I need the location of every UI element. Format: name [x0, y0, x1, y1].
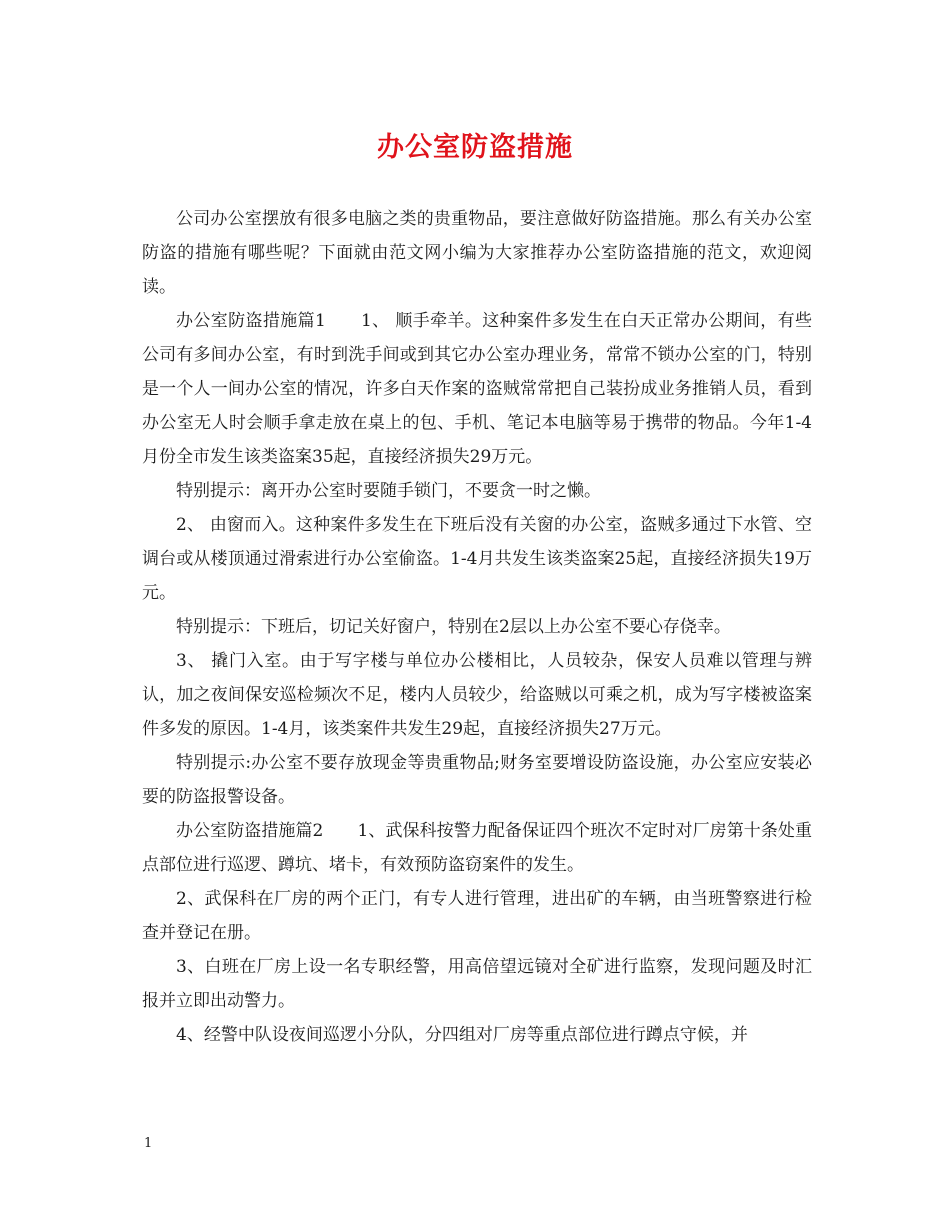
paragraph-measure-2-item-4: 4、经警中队设夜间巡逻小分队，分四组对厂房等重点部位进行蹲点守候，并: [176, 1025, 748, 1045]
document-body: [142, 202, 812, 1052]
paragraph-measure-2-item-3: 3、白班在厂房上设一名专职经警，用高倍望远镜对全矿进行监察，发现问题及时汇报并立即出动警力。: [142, 957, 812, 1011]
paragraph-measure-2-item-1: 办公室防盗措施篇2 1、武保科按警力配备保证四个班次不定时对厂房第十条处重点部位进行巡逻、蹲坑、堵卡，有效预防盗窃案件的发生。: [142, 821, 812, 875]
paragraph-tip-2: 特别提示：下班后，切记关好窗户，特别在2层以上办公室不要心存侥幸。: [176, 617, 731, 637]
paragraph-tip-3: 特别提示:办公室不要存放现金等贵重物品;财务室要增设防盗设施，办公室应安装必要的防盗报警设备。: [142, 753, 812, 807]
page-number: 1: [144, 1136, 153, 1151]
document-title: 办公室防盗措施: [377, 132, 573, 163]
paragraph-intro: 公司办公室摆放有很多电脑之类的贵重物品，要注意做好防盗措施。那么有关办公室防盗的措施有哪些呢？下面就由范文网小编为大家推荐办公室防盗措施的范文，欢迎阅读。: [142, 209, 812, 297]
paragraph-measure-2-item-2: 2、武保科在厂房的两个正门，有专人进行管理，进出矿的车辆，由当班警察进行检查并登记在册。: [142, 889, 812, 943]
paragraph-item-2: 2、 由窗而入。这种案件多发生在下班后没有关窗的办公室，盗贼多通过下水管、空调台或从楼顶通过滑索进行办公室偷盗。1-4月共发生该类盗案25起，直接经济损失19万元。: [142, 515, 812, 603]
paragraph-tip-1: 特别提示：离开办公室时要随手锁门，不要贪一时之懒。: [176, 481, 601, 501]
paragraph-measure-1-item-1: 办公室防盗措施篇1 1、 顺手牵羊。这种案件多发生在白天正常办公期间，有些公司有多间办公室，有时到洗手间或到其它办公室办理业务，常常不锁办公室的门，特别是一个人一间办公室的情况，许多白天作案的盗贼常常把自己装扮成业务推销人员，看到办公室无人时会顺手拿走放在桌上的包、手机、笔记本电脑等易于携带的物品。今年1-4月份全市发生该类盗案35起，直接经济损失29万元。: [142, 311, 812, 467]
paragraph-item-3: 3、 撬门入室。由于写字楼与单位办公楼相比，人员较杂，保安人员难以管理与辨认，加之夜间保安巡检频次不足，楼内人员较少，给盗贼以可乘之机，成为写字楼被盗案件多发的原因。1-4月，该类案件共发生29起，直接经济损失27万元。: [142, 651, 812, 739]
